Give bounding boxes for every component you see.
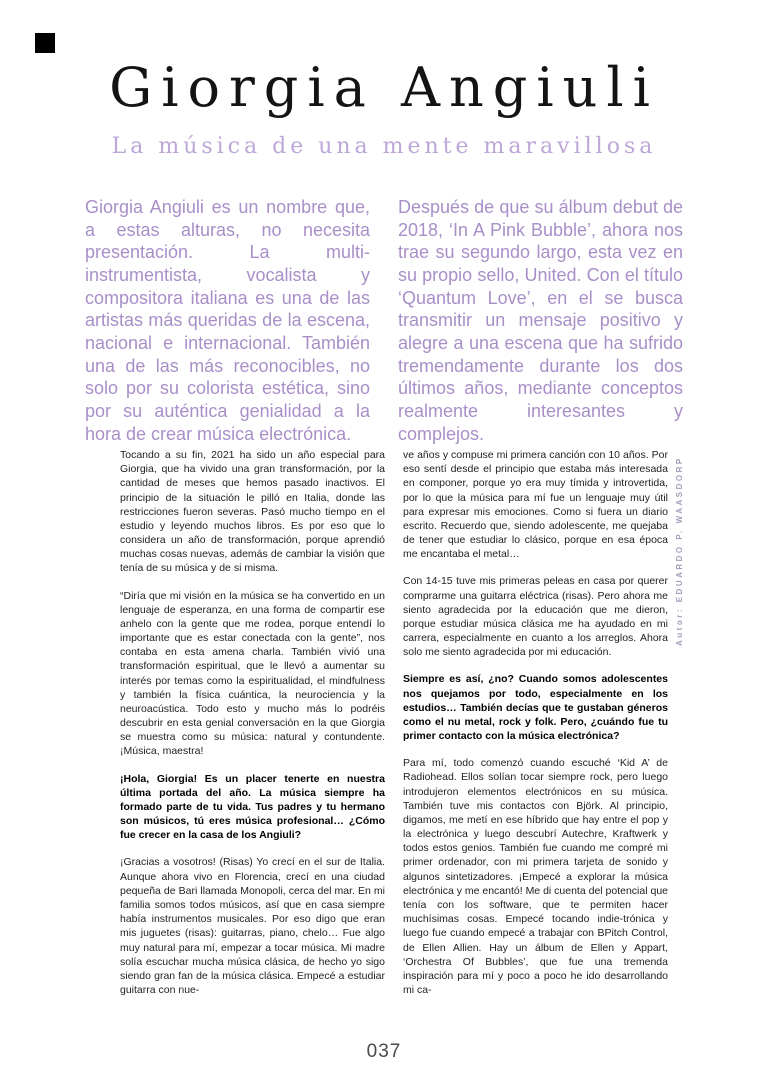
page-title: Giorgia Angiuli: [109, 56, 659, 119]
page-number: 037: [366, 1041, 402, 1062]
intro-section: [85, 196, 683, 445]
body-right-column: [403, 448, 668, 1010]
body-paragraph: ve años y compuse mi primera canción con 10 años. Por eso sentí desde el principio que estaba más interesada en componer, porque yo era muy tímida y introvertida, por lo que la música para mí fue un lenguaje muy útil para expresar mis emociones. Como si fuera un diario escrito. Recuerdo que, siendo adolescente, me quejaba de tener que estudiar lo clásico, porque en esa época me encantaba el metal…: [403, 449, 668, 561]
body-left-column: [120, 448, 385, 1010]
body-paragraph: Tocando a su fin, 2021 ha sido un año especial para Giorgia, que ha vivido una gran transformación, por la cantidad de meses que hemos pasado inactivos. El principio de la situación le pilló en Italia, donde las restricciones fueron severas. Pasó mucho tiempo en el estudio y leyendo muchos libros. Es por eso que lo considera un año de transformación, porque aprendió muchas cosas nuevas, además de cambiar la visión que tenía de su música y de si misma.: [120, 449, 385, 575]
page-subtitle: La música de una mente maravillosa: [111, 134, 657, 159]
corner-square: [35, 33, 55, 53]
interview-body: [120, 448, 668, 1010]
interview-question: Siempre es así, ¿no? Cuando somos adolescentes nos quejamos por todo, especialmente en los estudios… También decías que te gustaban géneros como el nu metal, rock y folk. Pero, ¿cuándo fue tu primer contacto con la música electrónica?: [403, 673, 668, 743]
body-paragraph: ¡Gracias a vosotros! (Risas) Yo crecí en el sur de Italia. Aunque ahora vivo en Florencia, crecí en una ciudad pequeña de Bari llamada Monopoli, cerca del mar. En mi familia somos todos músicos, así que en casa siempre había instrumentos musicales. Por eso digo que eran mis juguetes (risas): guitarras, piano, chelo… Fue algo muy natural para mí, empezar a tocar música. Mi madre solía escuchar mucha música clásica, de hecho yo sigo siendo gran fan de la música clásica. Empecé a estudiar guitarra con nue-: [120, 856, 385, 997]
intro-right-column: Después de que su álbum debut de 2018, ‘In A Pink Bubble’, ahora nos trae su segundo largo, esta vez en su propio sello, United. Con el título ‘Quantum Love’, en el se busca transmitir un mensaje positivo y alegre a una escena que ha sufrido tremendamente durante los dos últimos años, mediante conceptos realmente interesantes y complejos.: [398, 197, 683, 444]
body-paragraph: Para mí, todo comenzó cuando escuché ‘Kid A’ de Radiohead. Ellos solían tocar siempre rock, pero luego introdujeron elementos electrónicos en su música. También tuve mis contactos con Björk. Al principio, digamos, me metí en ese híbrido que hay entre el pop y la electrónica y luego descubrí Autechre, Kraftwerk y todos estos genios. También fue cuando me compré mi primer ordenador, con mi primera tarjeta de sonido y algunos sintetizadores. ¡Empecé a explorar la música electrónica y me encantó! Me di cuenta del potencial que tenía con los software, que te permiten hacer muchísimas cosas. Empecé tocando indie-trónica y luego fue cuando empecé a trabajar con BPitch Control, de Ellen Allien. Hay un álbum de Ellen y Appart, ‘Orchestra Of Bubbles’, que fue una tremenda inspiración para mí y poco a poco he ido desarrollando mi ca-: [403, 757, 668, 997]
interview-question: ¡Hola, Giorgia! Es un placer tenerte en nuestra última portada del año. La música siempre ha formado parte de tu vida. Tus padres y tu hermano son músicos, tú eres música profesional… ¿Cómo fue crecer en la casa de los Angiuli?: [120, 772, 385, 842]
intro-left-column: Giorgia Angiuli es un nombre que, a estas alturas, no necesita presentación. La multi-instrumentista, vocalista y compositora italiana es una de las artistas más queridas de la escena, nacional e internacional. También una de las más reconocibles, no solo por su colorista estética, sino por su auténtica genialidad a la hora de crear música electrónica.: [85, 197, 370, 444]
body-paragraph: Con 14-15 tuve mis primeras peleas en casa por querer comprarme una guitarra eléctrica (risas). Pero ahora me siento agradecida por la educación que me dieron, porque estudiar música clásica me ha ayudado en mi carrera, especialmente en cuanto a los arreglos. Ahora solo me siento agradecida por mi educación.: [403, 575, 668, 659]
author-credit: Autor: EDUARDO P. WAASDORP: [675, 456, 684, 646]
body-paragraph: “Diría que mi visión en la música se ha convertido en un lenguaje de esperanza, en una forma de compartir ese anhelo con la gente que me rodea, porque entendí lo importante que es estar conectada con la gente”, nos contaba en esta amena charla. También vivió una transformación espiritual, que le llevó a aumentar su interés por temas como la espiritualidad, el mindfulness y también la física cuántica, la neurociencia y la neuroacústica. Todo esto y mucho más lo podréis descubrir en esta genial conversación en la que Giorgia se muestra como su música: natural y contundente. ¡Música, maestra!: [120, 589, 385, 758]
